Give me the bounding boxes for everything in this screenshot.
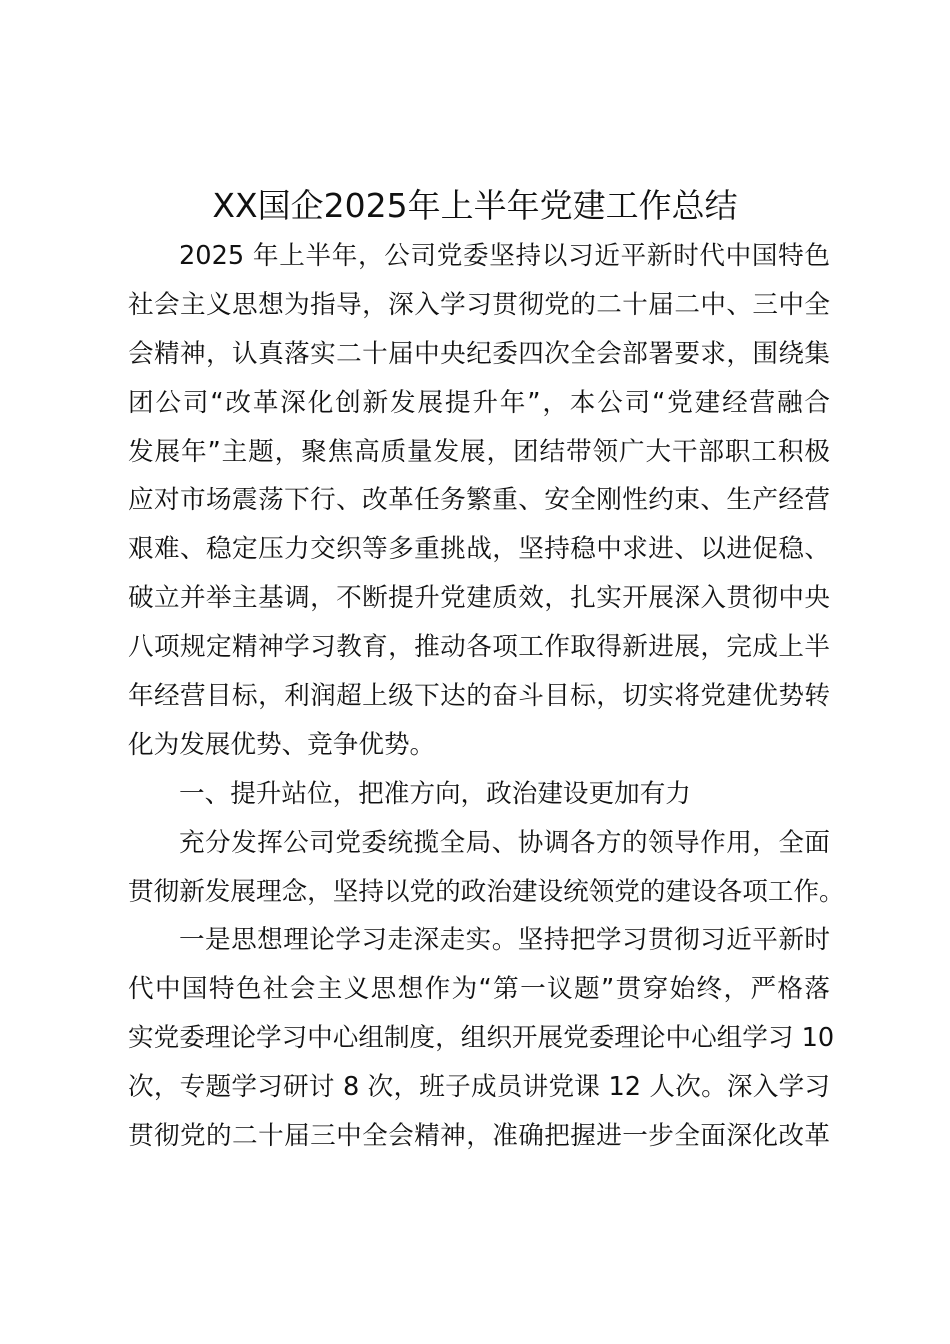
paragraph-line: 八项规定精神学习教育，推动各项工作取得新进展，完成上半	[128, 632, 830, 663]
paragraph-line: 社会主义思想为指导，深入学习贯彻党的二十届二中、三中全	[128, 289, 830, 320]
document-title: XX国企2025年上半年党建工作总结	[212, 186, 738, 225]
paragraph-line: 2025 年上半年，公司党委坚持以习近平新时代中国特色	[179, 241, 830, 271]
paragraph-line: 贯彻党的二十届三中全会精神，准确把握进一步全面深化改革	[128, 1121, 830, 1152]
paragraph-line: 一是思想理论学习走深走实。坚持把学习贯彻习近平新时	[179, 925, 830, 956]
paragraph-line: 发展年”主题，聚焦高质量发展，团结带领广大干部职工积极	[128, 436, 830, 467]
paragraph-line: 次，专题学习研讨 8 次，班子成员讲党课 12 人次。深入学习	[128, 1072, 830, 1103]
paragraph-line: 团公司“改革深化创新发展提升年”，本公司“党建经营融合	[128, 387, 830, 418]
section-heading: 一、提升站位，把准方向，政治建设更加有力	[179, 778, 691, 809]
paragraph-line: 会精神，认真落实二十届中央纪委四次全会部署要求，围绕集	[128, 338, 830, 369]
paragraph-line: 贯彻新发展理念，坚持以党的政治建设统领党的建设各项工作。	[128, 876, 845, 907]
paragraph-line: 破立并举主基调，不断提升党建质效，扎实开展深入贯彻中央	[128, 583, 830, 614]
document-body	[128, 232, 845, 1161]
paragraph-line: 化为发展优势、竞争优势。	[128, 729, 436, 760]
paragraph-line: 代中国特色社会主义思想作为“第一议题”贯穿始终，严格落	[128, 974, 830, 1005]
paragraph-line: 充分发挥公司党委统揽全局、协调各方的领导作用，全面	[179, 827, 830, 858]
paragraph-line: 实党委理论学习中心组制度，组织开展党委理论中心组学习 10	[128, 1023, 835, 1054]
paragraph-line: 应对市场震荡下行、改革任务繁重、安全刚性约束、生产经营	[128, 485, 830, 516]
paragraph-line: 年经营目标，利润超上级下达的奋斗目标，切实将党建优势转	[128, 681, 830, 712]
paragraph-line: 艰难、稳定压力交织等多重挑战，坚持稳中求进、以进促稳、	[128, 534, 830, 565]
